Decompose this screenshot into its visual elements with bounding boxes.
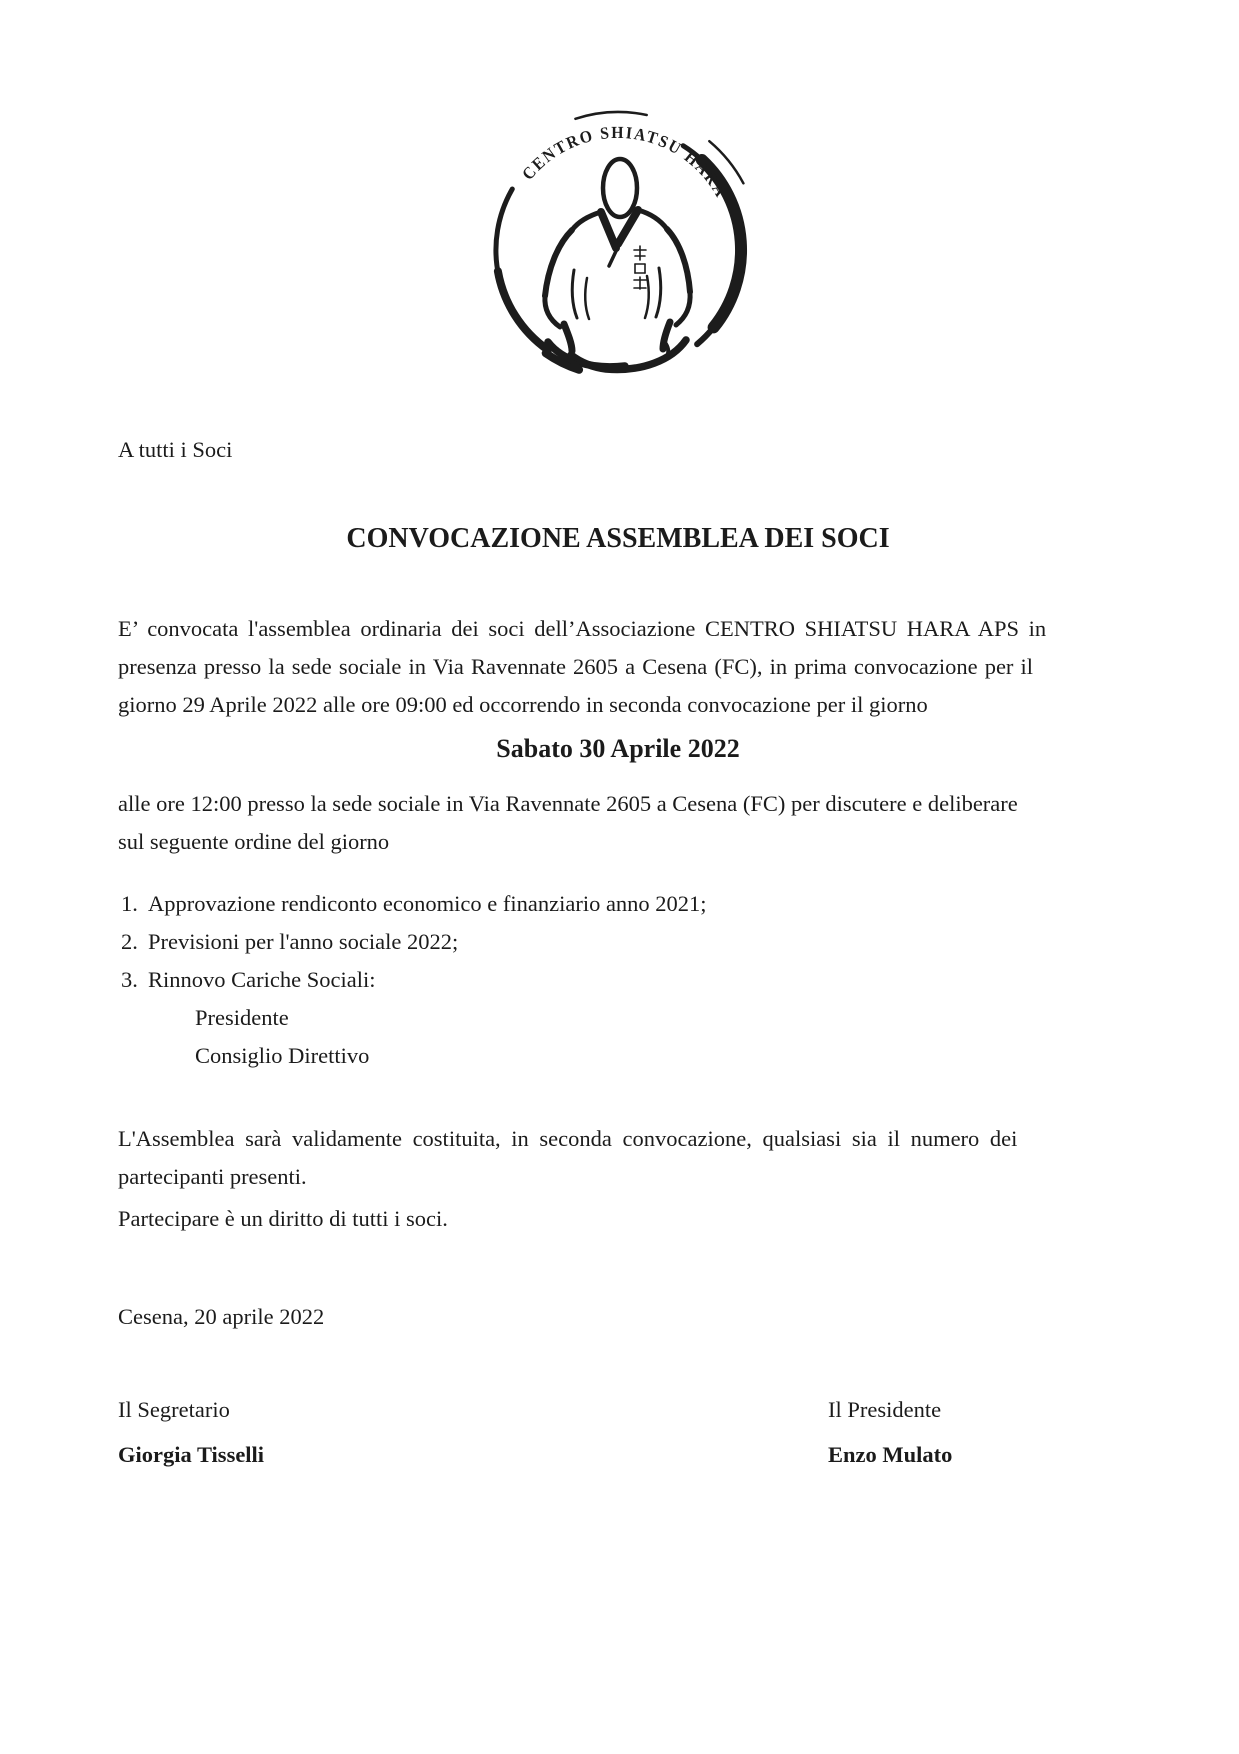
agenda-item-text: Approvazione rendiconto economico e finanziario anno 2021;: [148, 891, 707, 916]
signature-roles-row: [118, 1391, 1118, 1429]
paragraph-line: L'Assemblea sarà validamente costituita, in seconda convocazione, qualsiasi sia il numero dei: [118, 1126, 1018, 1151]
paragraph-convocazione: [118, 610, 1118, 724]
agenda-subitem: Presidente: [195, 1005, 289, 1030]
paragraph-diritto: Partecipare è un diritto di tutti i soci.: [118, 1206, 448, 1231]
agenda-item: [118, 885, 1118, 923]
president-name: Enzo Mulato: [828, 1442, 953, 1467]
signature-names-row: [118, 1436, 1118, 1474]
agenda-item-number: 2.: [121, 929, 138, 954]
paragraph-line: presenza presso la sede sociale in Via Ravennate 2605 a Cesena (FC), in prima convocazione per il: [118, 654, 1034, 679]
second-call-date: Sabato 30 Aprile 2022: [496, 734, 740, 763]
letter-body: [118, 0, 1118, 1474]
president-role-label: Il Presidente: [828, 1397, 942, 1422]
logo-arc-text: CENTRO SHIATSU HARA: [518, 122, 732, 203]
agenda-subitem: Consiglio Direttivo: [195, 1043, 370, 1068]
secretary-name: Giorgia Tisselli: [118, 1442, 265, 1467]
agenda-list: [118, 885, 1118, 1075]
secretary-role-label: Il Segretario: [118, 1397, 230, 1422]
page-title: CONVOCAZIONE ASSEMBLEA DEI SOCI: [346, 523, 890, 554]
agenda-item-number: 3.: [121, 967, 138, 992]
salutation: A tutti i Soci: [118, 437, 233, 462]
dateline: Cesena, 20 aprile 2022: [118, 1304, 325, 1329]
agenda-item: [118, 961, 1118, 999]
paragraph-line: E’ convocata l'assemblea ordinaria dei soci dell’Associazione CENTRO SHIATSU HARA APS in: [118, 616, 1047, 641]
agenda-item-number: 1.: [121, 891, 138, 916]
paragraph-validita: [118, 1120, 1118, 1196]
paragraph-line: sul seguente ordine del giorno: [118, 829, 390, 854]
agenda-item: [118, 923, 1118, 961]
paragraph-line: alle ore 12:00 presso la sede sociale in Via Ravennate 2605 a Cesena (FC) per discutere e deliberare: [118, 791, 1018, 816]
agenda-item-text: Rinnovo Cariche Sociali:: [148, 967, 376, 992]
paragraph-line: partecipanti presenti.: [118, 1164, 307, 1189]
agenda-item-text: Previsioni per l'anno sociale 2022;: [148, 929, 459, 954]
paragraph-orario: [118, 785, 1118, 861]
paragraph-line: giorno 29 Aprile 2022 alle ore 09:00 ed occorrendo in seconda convocazione per il giorno: [118, 692, 928, 717]
